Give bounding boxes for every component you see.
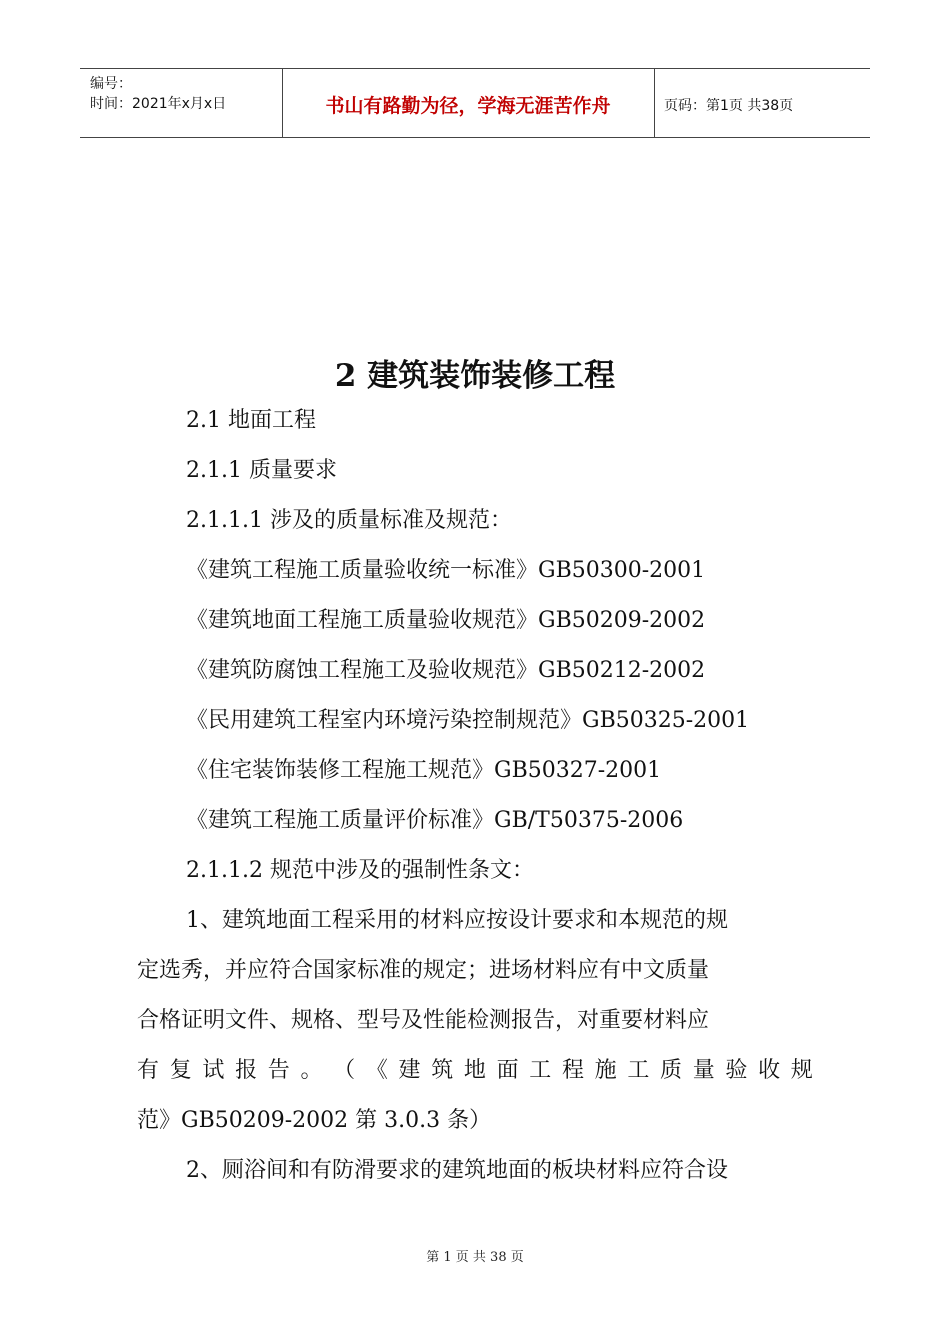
justified-char: 建 [398,1058,421,1083]
justified-char: 量 [692,1058,715,1083]
page-header [80,68,870,138]
justified-char: 面 [496,1058,519,1083]
chapter-title: 2 建筑装饰装修工程 [334,358,616,394]
section-heading: 2.1 地面工程 [186,408,316,433]
paragraph-line: 定选秀，并应符合国家标准的规定；进场材料应有中文质量 [137,958,710,983]
paragraph-line: 合格证明文件、规格、型号及性能检测报告，对重要材料应 [137,1008,710,1033]
justified-char: 规 [790,1058,813,1083]
justified-char: 工 [529,1058,552,1083]
justified-char: （ [333,1058,356,1083]
justified-char: 工 [627,1058,650,1083]
header-middle-cell [282,69,655,137]
justified-char: 复 [169,1058,192,1083]
standard-item: 《建筑地面工程施工质量验收规范》GB50209-2002 [186,608,706,633]
paragraph-line: 2、厕浴间和有防滑要求的建筑地面的板块材料应符合设 [186,1158,728,1183]
standard-item: 《民用建筑工程室内环境污染控制规范》GB50325-2001 [186,708,750,733]
page-footer: 第 1 页 共 38 页 [426,1250,524,1265]
subsubsection-heading: 2.1.1.2 规范中涉及的强制性条文： [186,858,534,883]
standard-item: 《建筑工程施工质量评价标准》GB/T50375-2006 [186,808,684,833]
justified-char: 收 [758,1058,781,1083]
subsubsection-heading: 2.1.1.1 涉及的质量标准及规范： [186,508,512,533]
justified-char: 试 [202,1058,225,1083]
paragraph-line: 1、建筑地面工程采用的材料应按设计要求和本规范的规 [186,908,728,933]
document-time-label: 时间：2021年x月x日 [90,96,227,112]
justified-char: 有 [137,1058,160,1083]
justified-char: 筑 [431,1058,454,1083]
justified-char: 报 [235,1058,258,1083]
standard-item: 《建筑工程施工质量验收统一标准》GB50300-2001 [186,558,706,583]
standard-item: 《住宅装饰装修工程施工规范》GB50327-2001 [186,758,662,783]
subsection-heading: 2.1.1 质量要求 [186,458,337,483]
paragraph-line: 范》GB50209-2002 第 3.0.3 条） [137,1108,492,1133]
justified-char: 验 [725,1058,748,1083]
justified-char: 施 [594,1058,617,1083]
header-left-cell [80,69,283,137]
header-right-cell [654,69,870,137]
justified-char: 地 [463,1058,486,1083]
header-page-info: 页码：第1页 共38页 [664,98,794,114]
justified-char: 告 [267,1058,290,1083]
justified-char: 《 [365,1058,388,1083]
justified-char: 程 [561,1058,584,1083]
justified-char: 质 [660,1058,683,1083]
paragraph-line-justified [137,1056,813,1086]
justified-char: 。 [300,1058,323,1083]
document-number-label: 编号： [90,76,132,92]
header-motto: 书山有路勤为径，学海无涯苦作舟 [325,95,611,117]
standard-item: 《建筑防腐蚀工程施工及验收规范》GB50212-2002 [186,658,706,683]
